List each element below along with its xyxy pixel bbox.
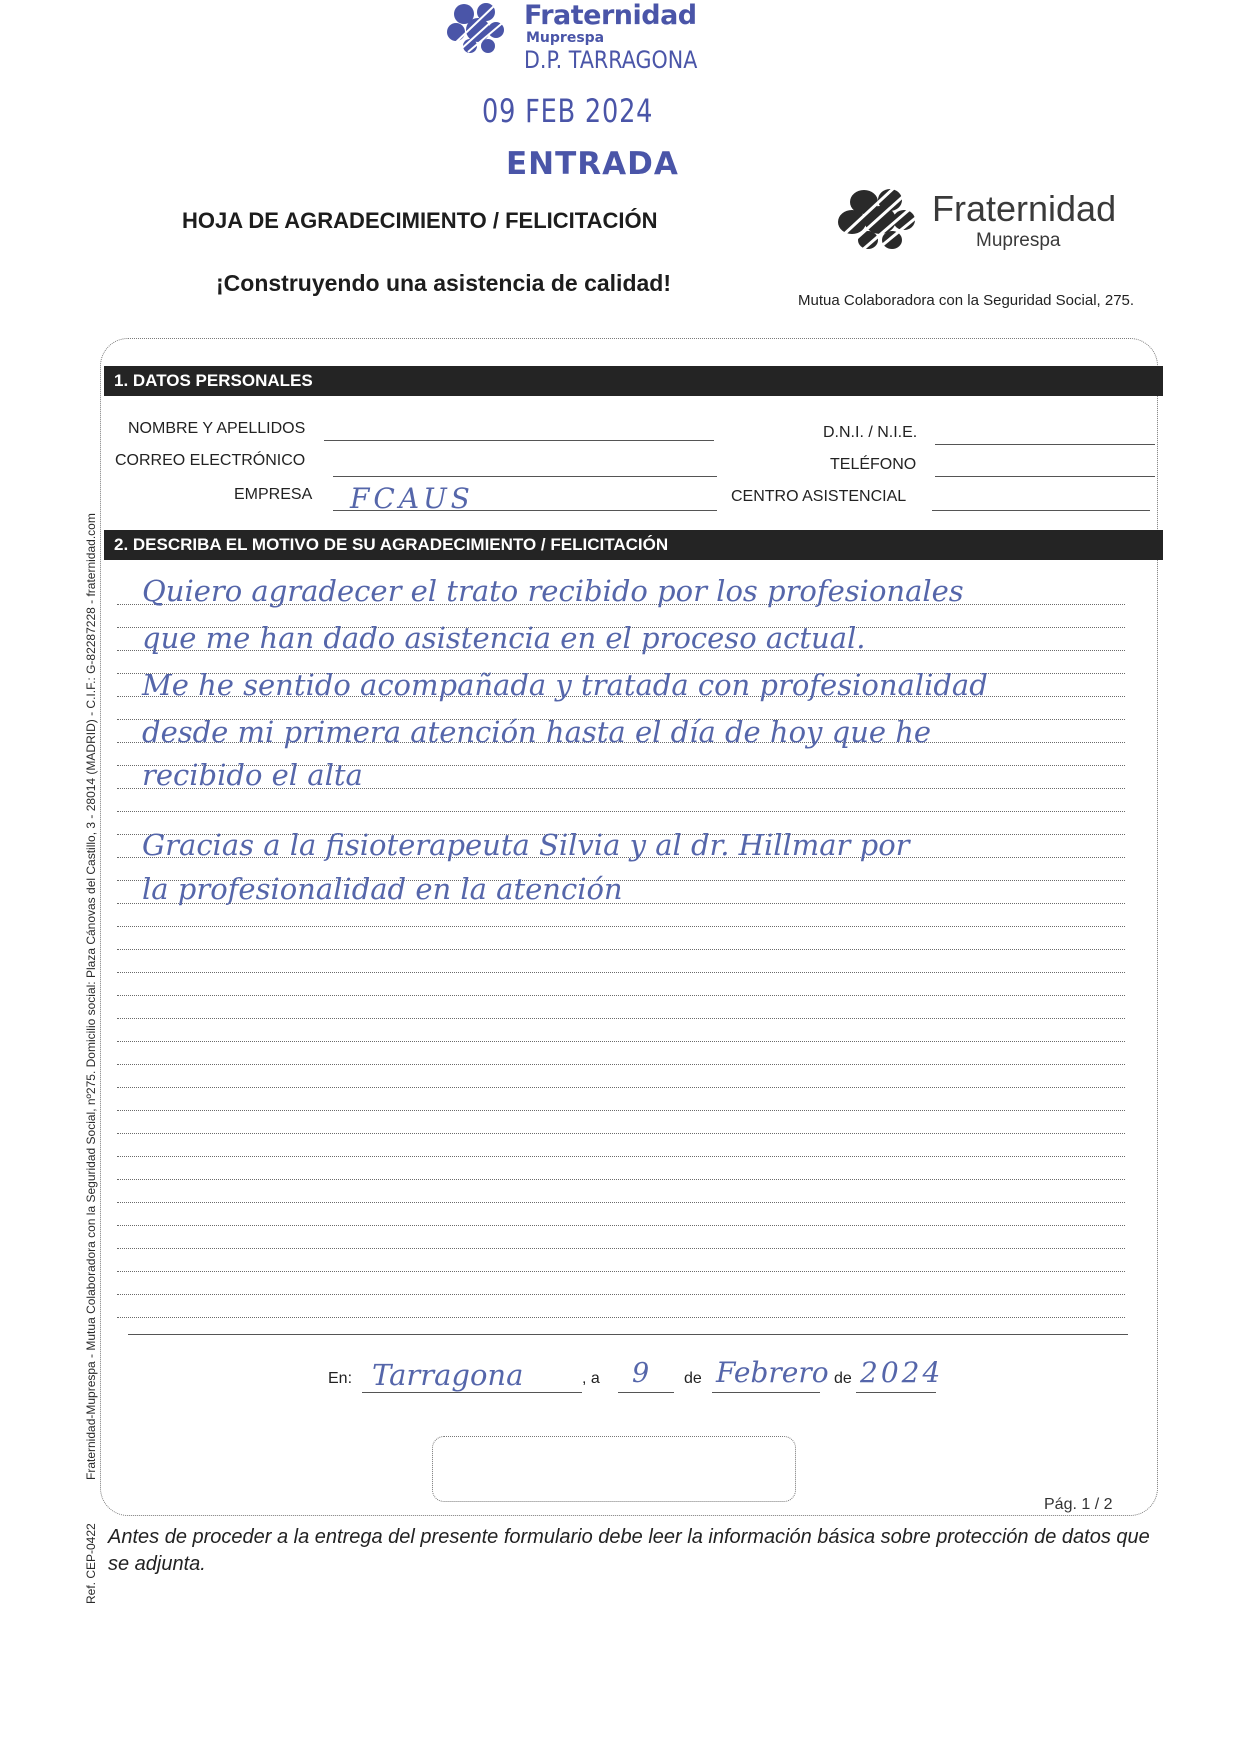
legal-sidebar: Fraternidad-Muprespa - Mutua Colaboradora con la Seguridad Social, nº275. Domicilio social: Plaza Cánovas del Castillo, 3 - 28014 (MADRID) - C.I.F.: G-82287228 - fraternidad.com [84,513,98,1480]
month-value: Febrero [716,1356,829,1389]
ruled-line [117,1041,1125,1042]
year-field[interactable] [856,1392,936,1393]
signature-box[interactable] [432,1436,796,1502]
ruled-line [117,1294,1125,1295]
ruled-line [117,995,1125,996]
ruled-line [117,1110,1125,1111]
data-protection-note: Antes de proceder a la entrega del presente formulario debe leer la información básica sobre protección de datos que se adjunta. [108,1526,1150,1575]
ruled-line [117,1133,1125,1134]
stamp-sub: Muprespa [526,30,605,46]
day-value: 9 [632,1358,650,1389]
ruled-line [117,949,1125,950]
company-label: EMPRESA [234,486,313,503]
company-value: FCAUS [350,482,474,515]
month-field[interactable] [712,1392,820,1393]
city-value: Tarragona [372,1358,524,1392]
fraternidad-logo-icon [834,186,918,252]
ruled-line [117,1248,1125,1249]
message-line: recibido el alta [142,758,363,792]
ruled-line [117,811,1125,812]
message-line: desde mi primera atención hasta el día de hoy que he [142,715,932,749]
phone-label: TELÉFONO [830,456,917,473]
reference-code: Ref. CEP-0422 [84,1523,98,1604]
ruled-line [117,926,1125,927]
message-line: la profesionalidad en la atención [142,872,623,906]
ruled-line [117,1179,1125,1180]
email-label: CORREO ELECTRÓNICO [115,452,306,469]
en-label: En: [328,1370,353,1387]
name-field[interactable] [324,440,714,441]
ruled-line [117,1156,1125,1157]
center-label: CENTRO ASISTENCIAL [731,488,907,505]
message-line: Quiero agradecer el trato recibido por los profesionales [142,574,964,608]
de-label-1: de [684,1370,702,1387]
form-frame [100,338,1158,1516]
city-field[interactable] [362,1392,582,1393]
dni-label: D.N.I. / N.I.E. [823,424,918,441]
ruled-line [117,1225,1125,1226]
section-2-bottom-line [128,1334,1128,1335]
section-1-heading: 1. DATOS PERSONALES [104,366,1163,396]
logo-sub: Muprespa [976,230,1061,251]
ruled-line [117,1018,1125,1019]
section-2-heading: 2. DESCRIBA EL MOTIVO DE SU AGRADECIMIENTO / FELICITACIÓN [104,530,1163,560]
page-number: Pág. 1 / 2 [1044,1496,1113,1513]
document-subtitle: ¡Construyendo una asistencia de calidad! [216,270,671,296]
stamp-date: 09 FEB 2024 [482,92,654,130]
ruled-line [117,1087,1125,1088]
ruled-line [117,1064,1125,1065]
logo-name: Fraternidad [932,188,1117,229]
stamp-office: D.P. TARRAGONA [524,46,698,74]
ruled-line [117,1202,1125,1203]
day-field[interactable] [618,1392,674,1393]
center-field[interactable] [932,510,1150,511]
phone-field[interactable] [935,476,1155,477]
mutua-line: Mutua Colaboradora con la Seguridad Social, 275. [798,292,1135,309]
message-line: Me he sentido acompañada y tratada con profesionalidad [142,668,988,702]
stamp-brand: Fraternidad [524,0,697,31]
ruled-line [117,972,1125,973]
ruled-line [117,1271,1125,1272]
year-value: 2024 [860,1356,944,1389]
email-field[interactable] [333,476,717,477]
name-label: NOMBRE Y APELLIDOS [128,420,306,437]
dni-field[interactable] [935,444,1155,445]
de-label-2: de [834,1370,852,1387]
message-line: Gracias a la fisioterapeuta Silvia y al dr. Hillmar por [142,828,910,862]
message-line: que me han dado asistencia en el proceso actual. [142,621,866,655]
document-title: HOJA DE AGRADECIMIENTO / FELICITACIÓN [182,208,658,233]
stamp-entrada: ENTRADA [506,146,679,182]
ruled-line [117,1317,1125,1318]
a-label: , a [582,1370,600,1387]
stamp-logo-icon [444,2,508,54]
